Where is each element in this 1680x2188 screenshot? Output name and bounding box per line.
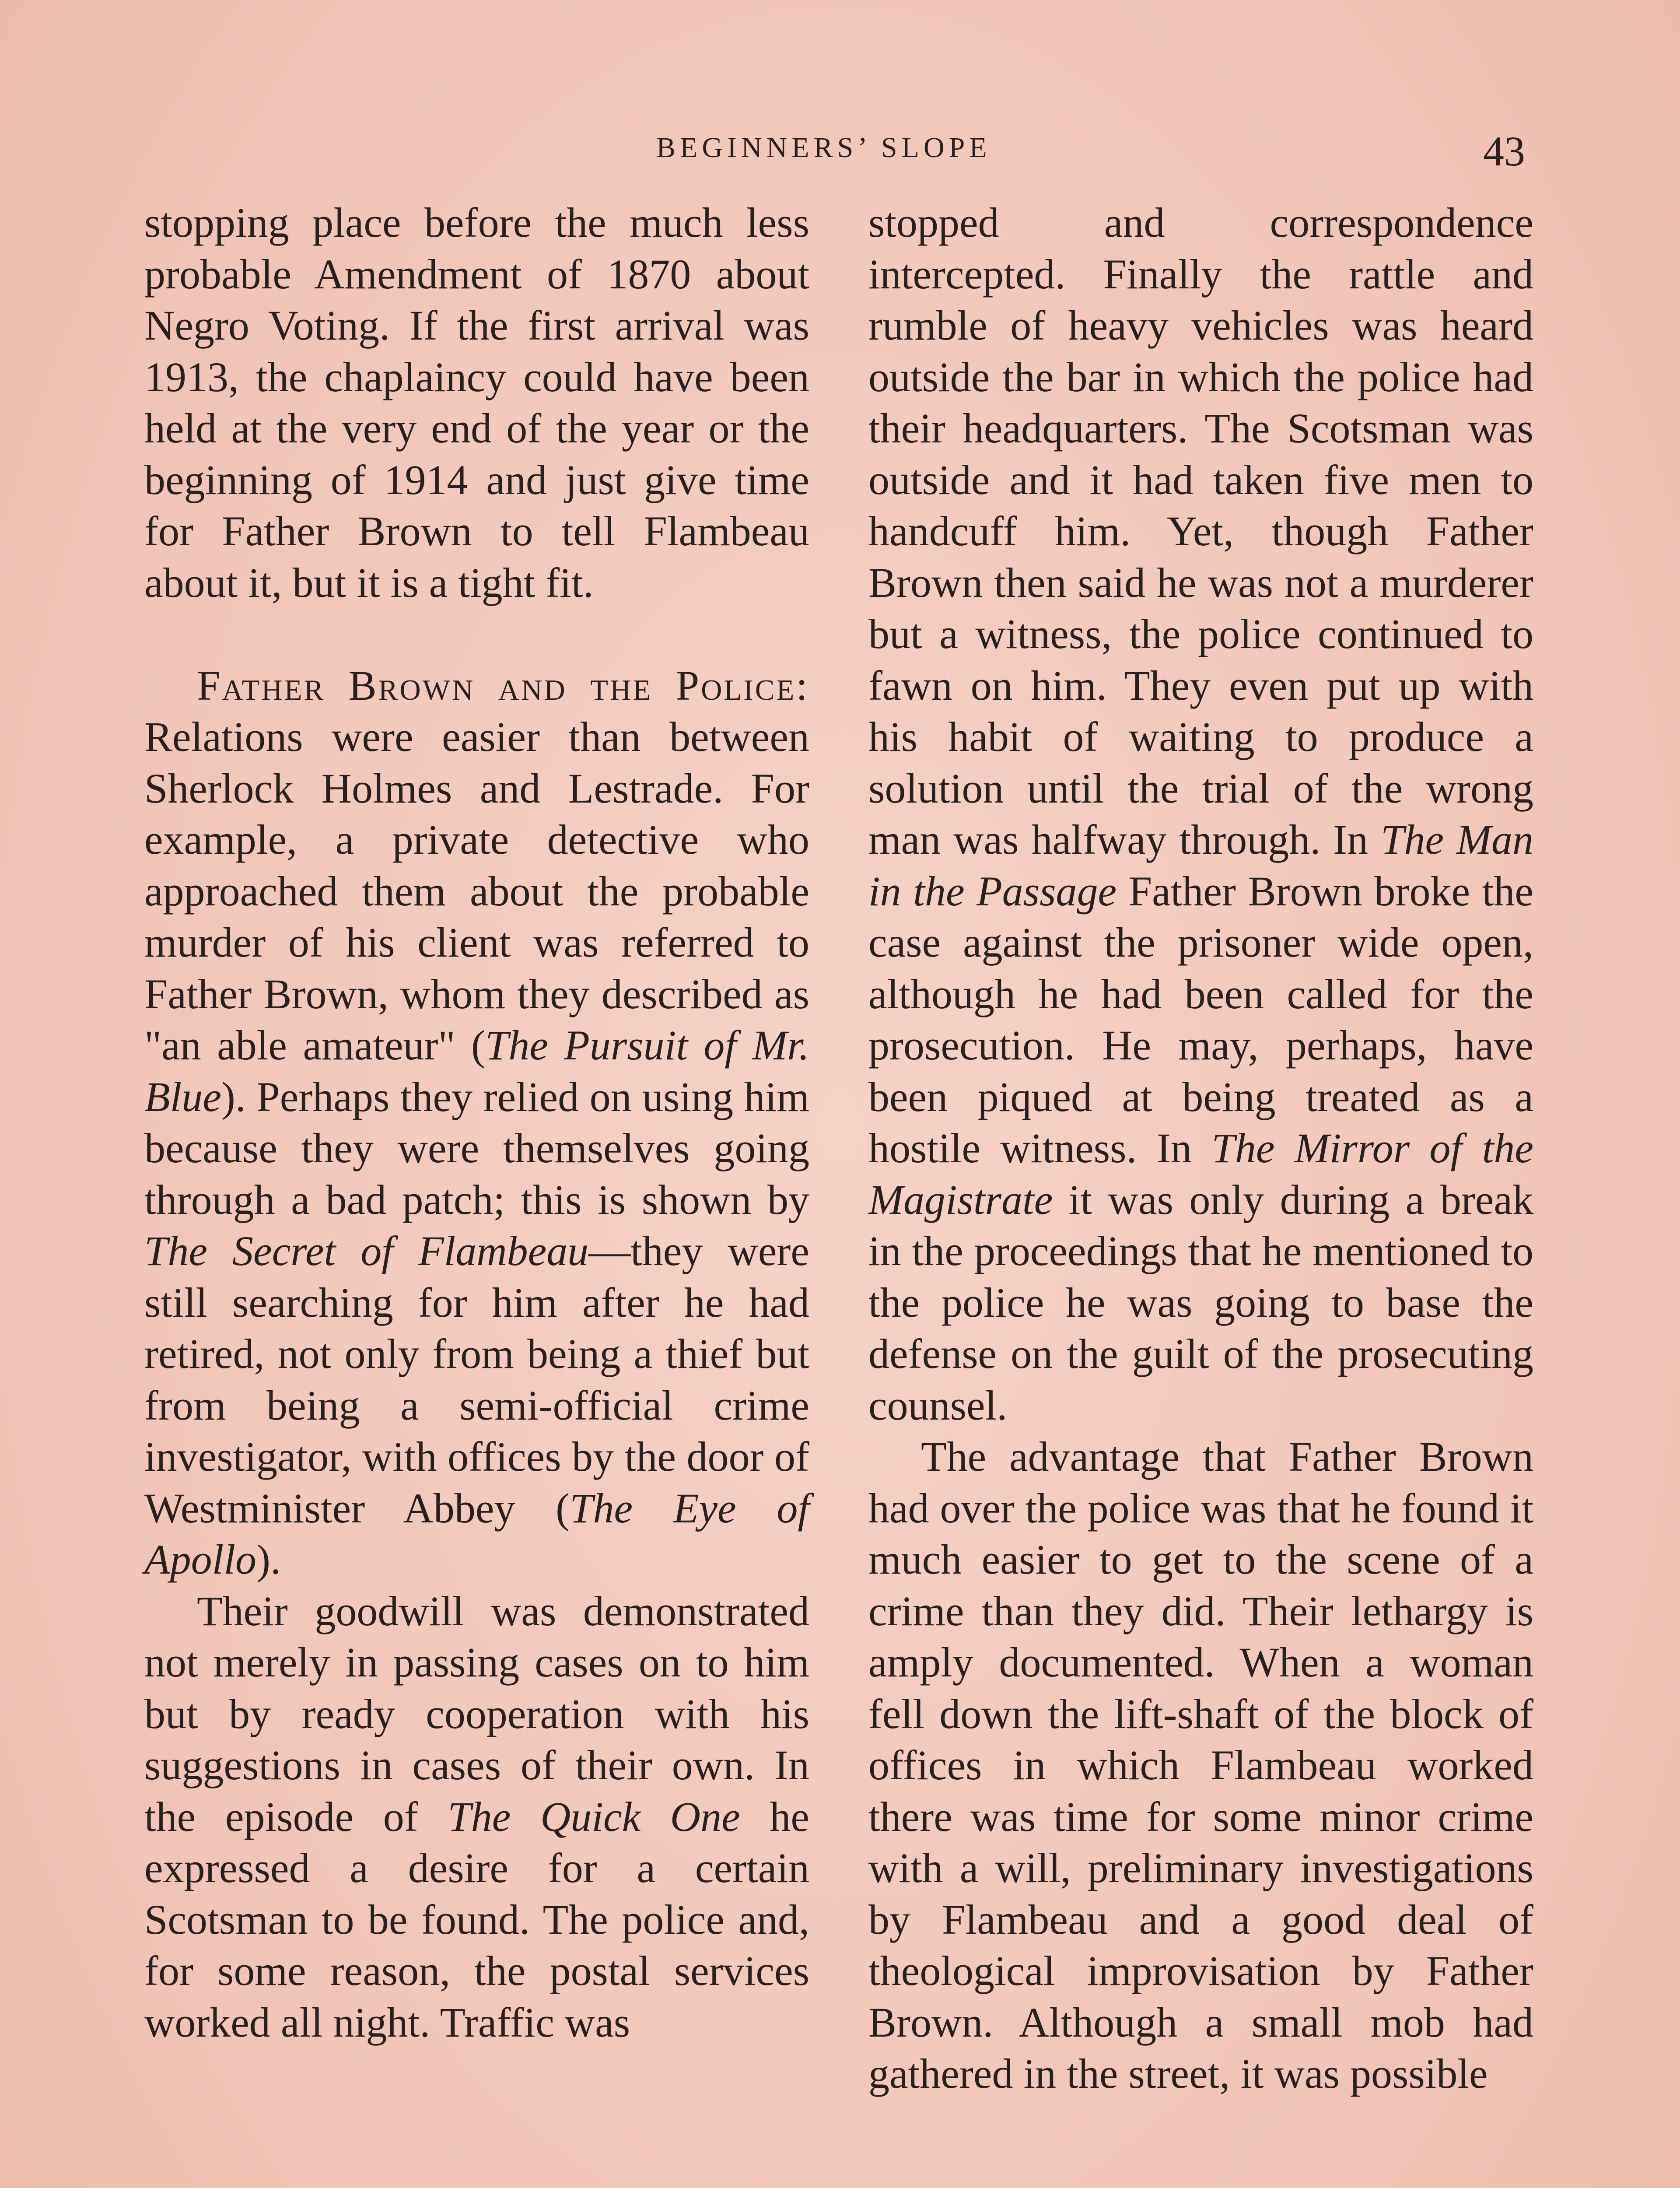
text-run: it was only during a break in the proceedings that he mentioned to the police he was going to base the defense on the guilt of the prosecuting counsel.: [868, 1176, 1533, 1429]
text-run: Father Brown broke the case against the prisoner wide open, although he had been called for the prosecution. He may, perhaps, have been piqued at being treated as a hostile witness. In: [868, 867, 1534, 1171]
paragraph: [868, 197, 1533, 1431]
paragraph: [144, 1585, 809, 2048]
section-heading: Father Brown and the Police:: [197, 662, 809, 709]
text-run: ). Perhaps they relied on using him because they were themselves going through a bad patch; this is shown by: [144, 1073, 809, 1223]
story-title: The Man in the Passage: [868, 816, 1534, 915]
text-run: Their goodwill was demonstrated not merely in passing cases on to him but by ready cooperation with his suggestions in cases of their own. In the episode of: [144, 1587, 809, 1840]
story-title: The Secret of Flambeau: [144, 1227, 589, 1274]
story-title: The Mirror of the Magistrate: [868, 1125, 1533, 1223]
page-number: 43: [1483, 128, 1525, 175]
text-run: ).: [256, 1536, 281, 1583]
text-run: Relations were easier than between Sherlock Holmes and Lestrade. For example, a private detective who approached them about the probable murder of his client was referred to Father Brown, whom they described as "an able amateur" (: [144, 713, 809, 1069]
story-title: The Quick One: [448, 1793, 740, 1840]
story-title: The Pursuit of Mr. Blue: [144, 1022, 810, 1120]
story-title: The Eye of Apollo: [144, 1484, 810, 1583]
paragraph: The advantage that Father Brown had over the police was that he found it much easier to get to the scene of a crime than they did. Their lethargy is amply documented. When a woman fell down the lift-shaft of the block of offices in which Flambeau worked there was time for some minor crime with a will, preliminary investigations by Flambeau and a good deal of theological improvisation by Father Brown. Although a small mob had gathered in the street, it was possible: [868, 1433, 1533, 2097]
paragraph: stopping place before the much less probable Amendment of 1870 about Negro Voting. If the first arrival was 1913, the chaplaincy could have been held at the very end of the year or the beginning of 1914 and just give time for Father Brown to tell Flambeau about it, but it is a tight fit.: [144, 199, 809, 606]
paragraph: [144, 660, 809, 1585]
running-head: BEGINNERS’ SLOPE: [656, 132, 991, 164]
text-run: stopped and correspondence intercepted. Finally the rattle and rumble of heavy vehicles was heard outside the bar in which the police had their headquarters. The Scotsman was outside and it had taken five men to handcuff him. Yet, though Father Brown then said he was not a murderer but a witness, the police continued to fawn on him. They even put up with his habit of waiting to produce a solution until the trial of the wrong man was halfway through. In: [868, 199, 1533, 863]
text-run: —they were still searching for him after he had retired, not only from being a thief but from being a semi-official crime investigator, with offices by the door of Westminister Abbey (: [144, 1227, 810, 1532]
paragraph-gap: [144, 608, 809, 660]
right-column: [868, 197, 1533, 2100]
left-column: [144, 197, 809, 2048]
text-run: he expressed a desire for a certain Scotsman to be found. The police and, for some reason, the postal services worked all night. Traffic was: [144, 1793, 810, 2046]
